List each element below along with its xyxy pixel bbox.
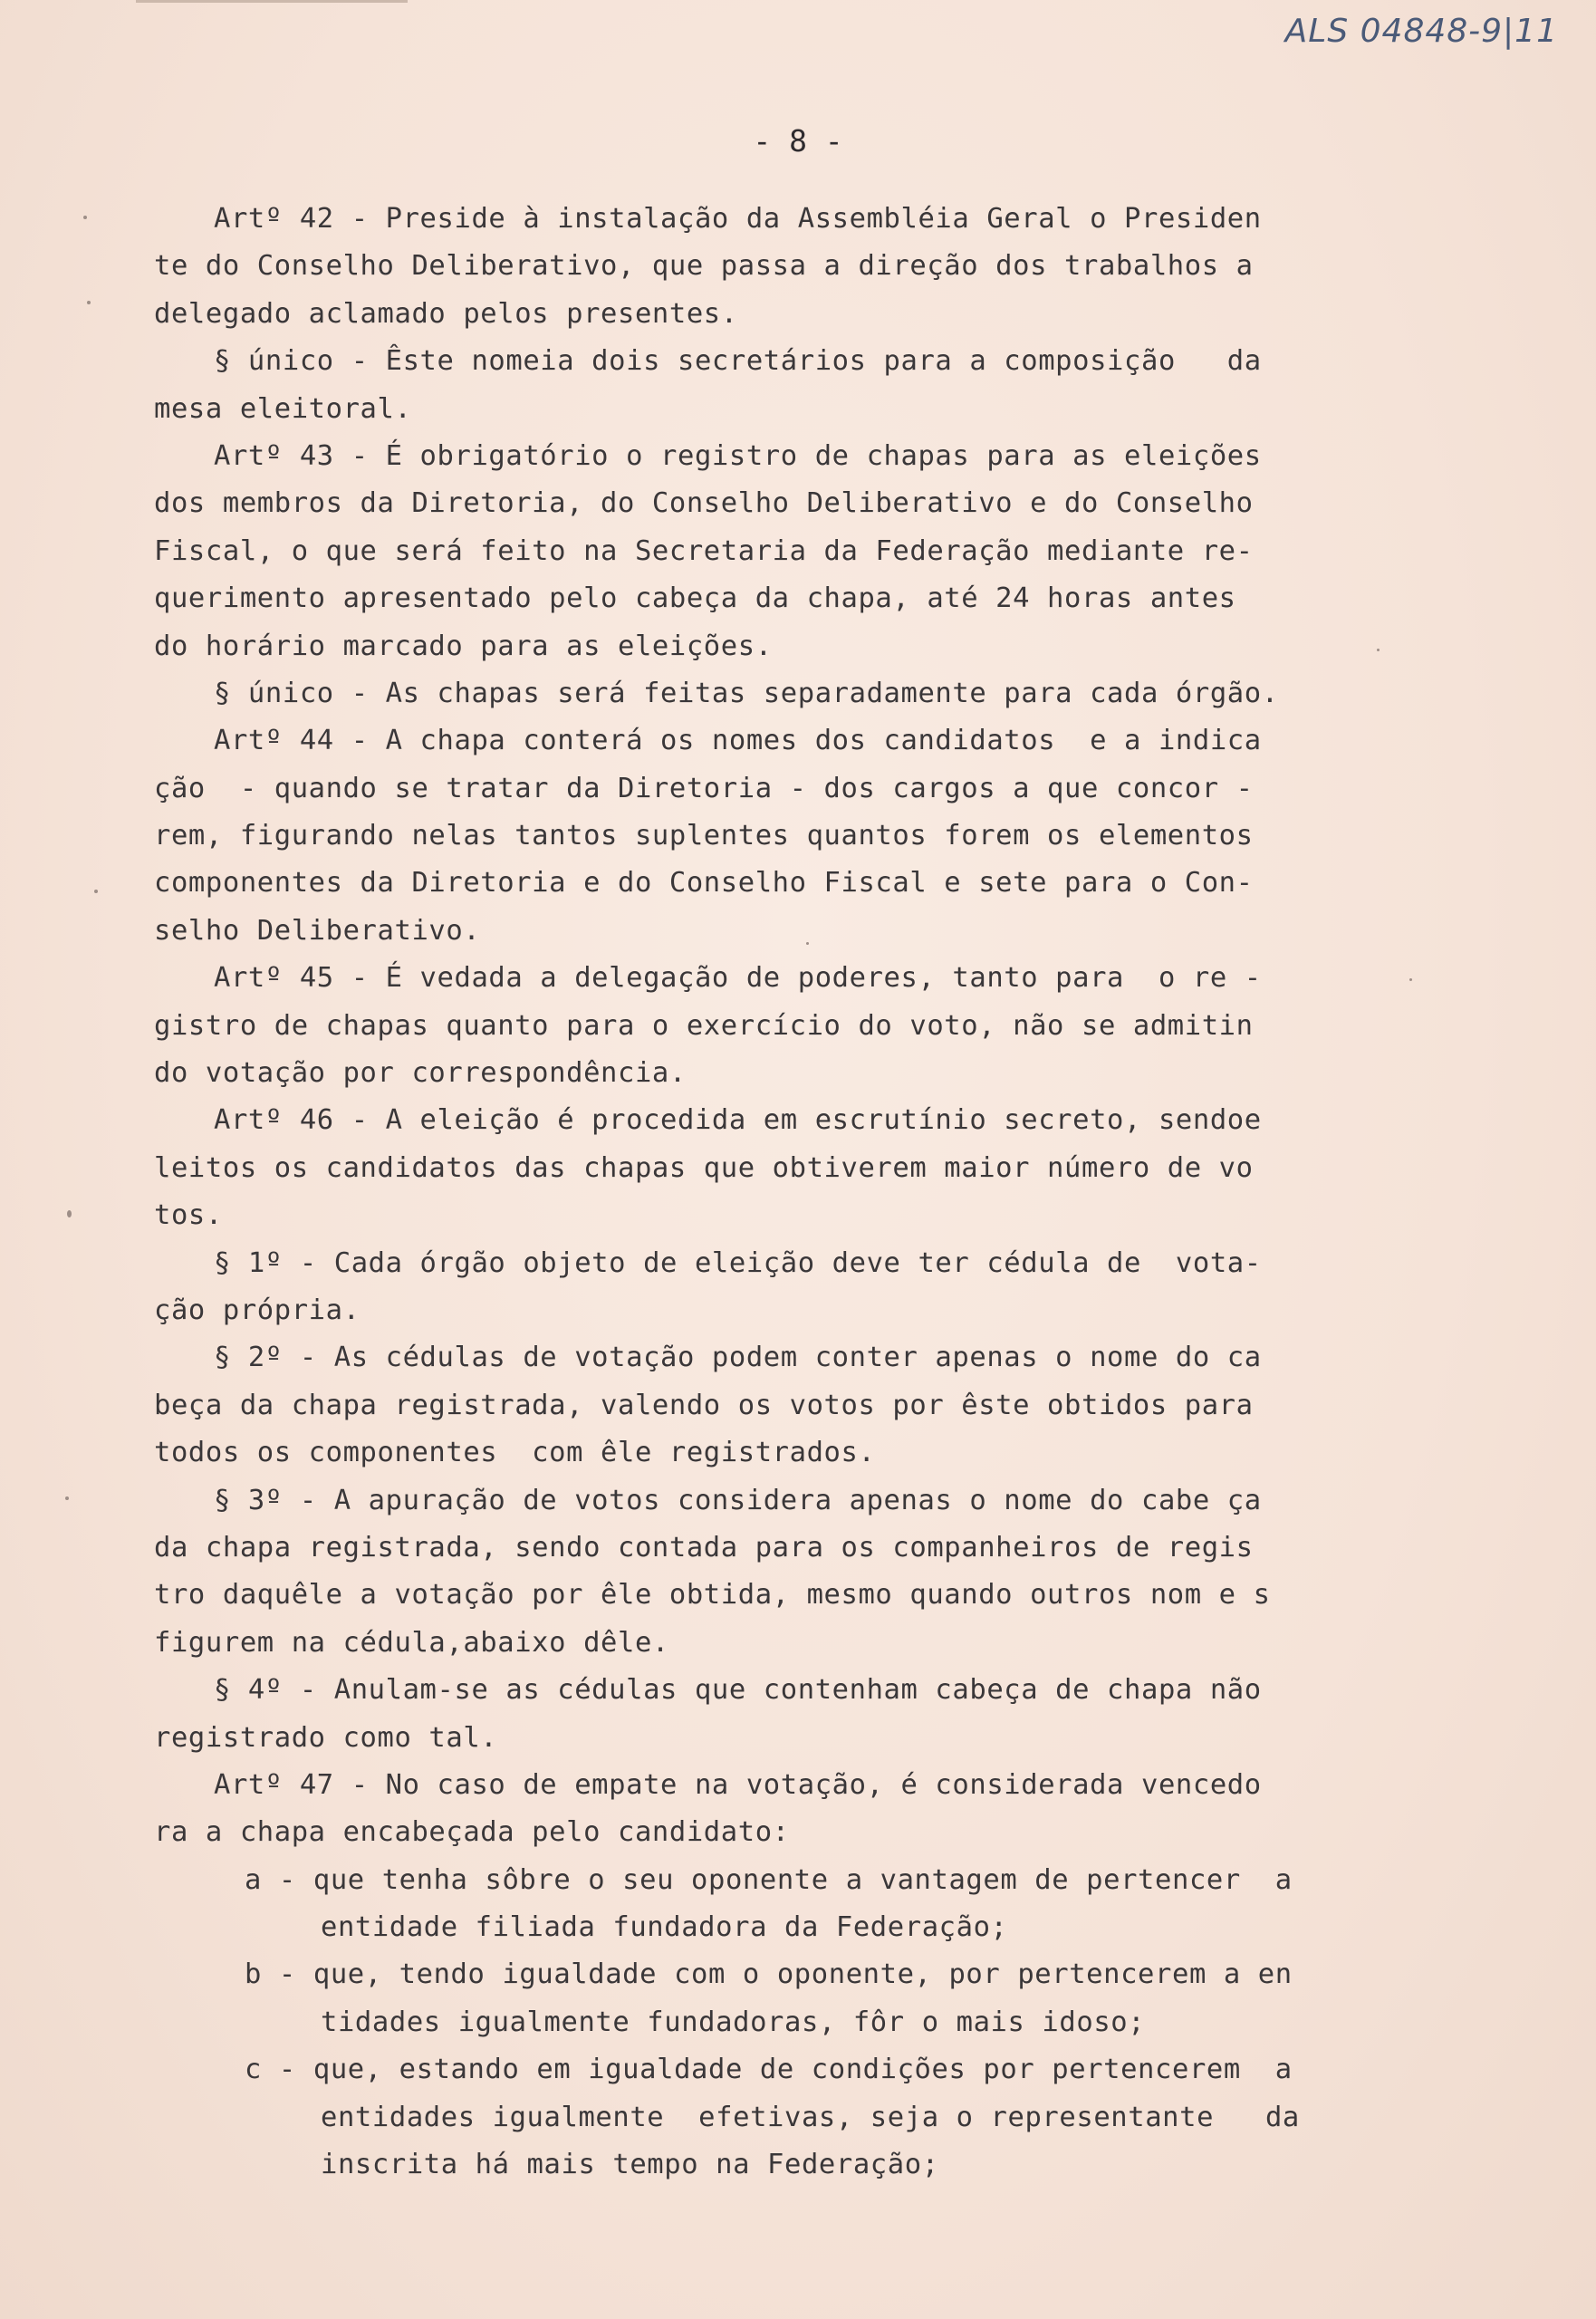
text-line: Artº 47 - No caso de empate na votação, é considerada vencedo: [214, 1768, 1262, 1801]
text-line: dos membros da Diretoria, do Conselho Deliberativo e do Conselho: [154, 487, 1254, 520]
text-line: Artº 42 - Preside à instalação da Assembléia Geral o Presiden: [214, 203, 1262, 235]
text-line: delegado aclamado pelos presentes.: [154, 297, 738, 330]
text-line: figurem na cédula,abaixo dêle.: [154, 1626, 669, 1659]
text-line: entidades igualmente efetivas, seja o representante da: [321, 2101, 1300, 2133]
text-line: tro daquêle a votação por êle obtida, mesmo quando outros nom e s: [154, 1579, 1271, 1612]
text-line: beça da chapa registrada, valendo os votos por êste obtidos para: [154, 1389, 1254, 1421]
text-line: selho Deliberativo.: [154, 914, 481, 947]
text-line: entidade filiada fundadora da Federação;: [321, 1911, 1008, 1944]
document-body: [154, 196, 1409, 2189]
text-line: mesa eleitoral.: [154, 392, 412, 425]
text-line: todos os componentes com êle registrados.: [154, 1437, 876, 1469]
text-line: rem, figurando nelas tantos suplentes quantos forem os elementos: [154, 820, 1254, 852]
text-line: § 2º - As cédulas de votação podem conter apenas o nome do ca: [214, 1342, 1262, 1374]
text-line: Artº 45 - É vedada a delegação de poderes, tanto para o re -: [214, 962, 1262, 995]
paper-speck: [94, 890, 98, 893]
paper-speck: [83, 216, 87, 219]
text-line: Artº 43 - É obrigatório o registro de chapas para as eleições: [214, 439, 1262, 472]
text-line: gistro de chapas quanto para o exercício do voto, não se admitin: [154, 1009, 1254, 1042]
text-line: Artº 44 - A chapa conterá os nomes dos candidatos e a indica: [214, 725, 1262, 757]
text-line: Fiscal, o que será feito na Secretaria da Federação mediante re-: [154, 534, 1254, 567]
text-line: ção - quando se tratar da Diretoria - dos cargos a que concor -: [154, 772, 1254, 804]
text-line: § 1º - Cada órgão objeto de eleição deve ter cédula de vota-: [214, 1246, 1262, 1279]
paper-speck: [1409, 978, 1412, 981]
paper-speck: [65, 1496, 69, 1500]
text-line: a - que tenha sôbre o seu oponente a vantagem de pertencer a: [245, 1863, 1293, 1896]
page-number: - 8 -: [753, 123, 843, 159]
text-line: b - que, tendo igualdade com o oponente, por pertencerem a en: [245, 1958, 1293, 1991]
text-line: § 3º - A apuração de votos considera apenas o nome do cabe ça: [214, 1484, 1262, 1516]
text-line: § único - Êste nomeia dois secretários para a composição da: [214, 345, 1262, 378]
text-line: registrado como tal.: [154, 1721, 498, 1754]
paper-speck: [87, 301, 91, 304]
page-edge-shadow: [136, 0, 408, 3]
paper-speck: [67, 1210, 72, 1217]
text-line: do votação por correspondência.: [154, 1057, 687, 1090]
paper-speck: [806, 942, 809, 945]
text-line: do horário marcado para as eleições.: [154, 630, 773, 662]
text-line: componentes da Diretoria e do Conselho Fiscal e sete para o Con-: [154, 867, 1254, 900]
text-line: ção própria.: [154, 1294, 361, 1326]
text-line: da chapa registrada, sendo contada para os companheiros de regis: [154, 1531, 1254, 1564]
text-line: ra a chapa encabeçada pelo candidato:: [154, 1816, 790, 1849]
text-line: c - que, estando em igualdade de condições por pertencerem a: [245, 2054, 1293, 2086]
text-line: § 4º - Anulam-se as cédulas que contenham cabeça de chapa não: [214, 1674, 1262, 1707]
text-line: § único - As chapas será feitas separadamente para cada órgão.: [214, 677, 1279, 709]
paper-speck: [1377, 649, 1380, 651]
text-line: tidades igualmente fundadoras, fôr o mais idoso;: [321, 2006, 1146, 2038]
catalog-number: ALS 04848-9|11: [1284, 13, 1558, 50]
text-line: tos.: [154, 1199, 223, 1232]
text-line: te do Conselho Deliberativo, que passa a direção dos trabalhos a: [154, 250, 1254, 283]
text-line: inscrita há mais tempo na Federação;: [321, 2149, 939, 2181]
text-line: leitos os candidatos das chapas que obtiverem maior número de vo: [154, 1151, 1254, 1184]
text-line: querimento apresentado pelo cabeça da chapa, até 24 horas antes: [154, 582, 1236, 615]
text-line: Artº 46 - A eleição é procedida em escrutínio secreto, sendoe: [214, 1104, 1262, 1137]
